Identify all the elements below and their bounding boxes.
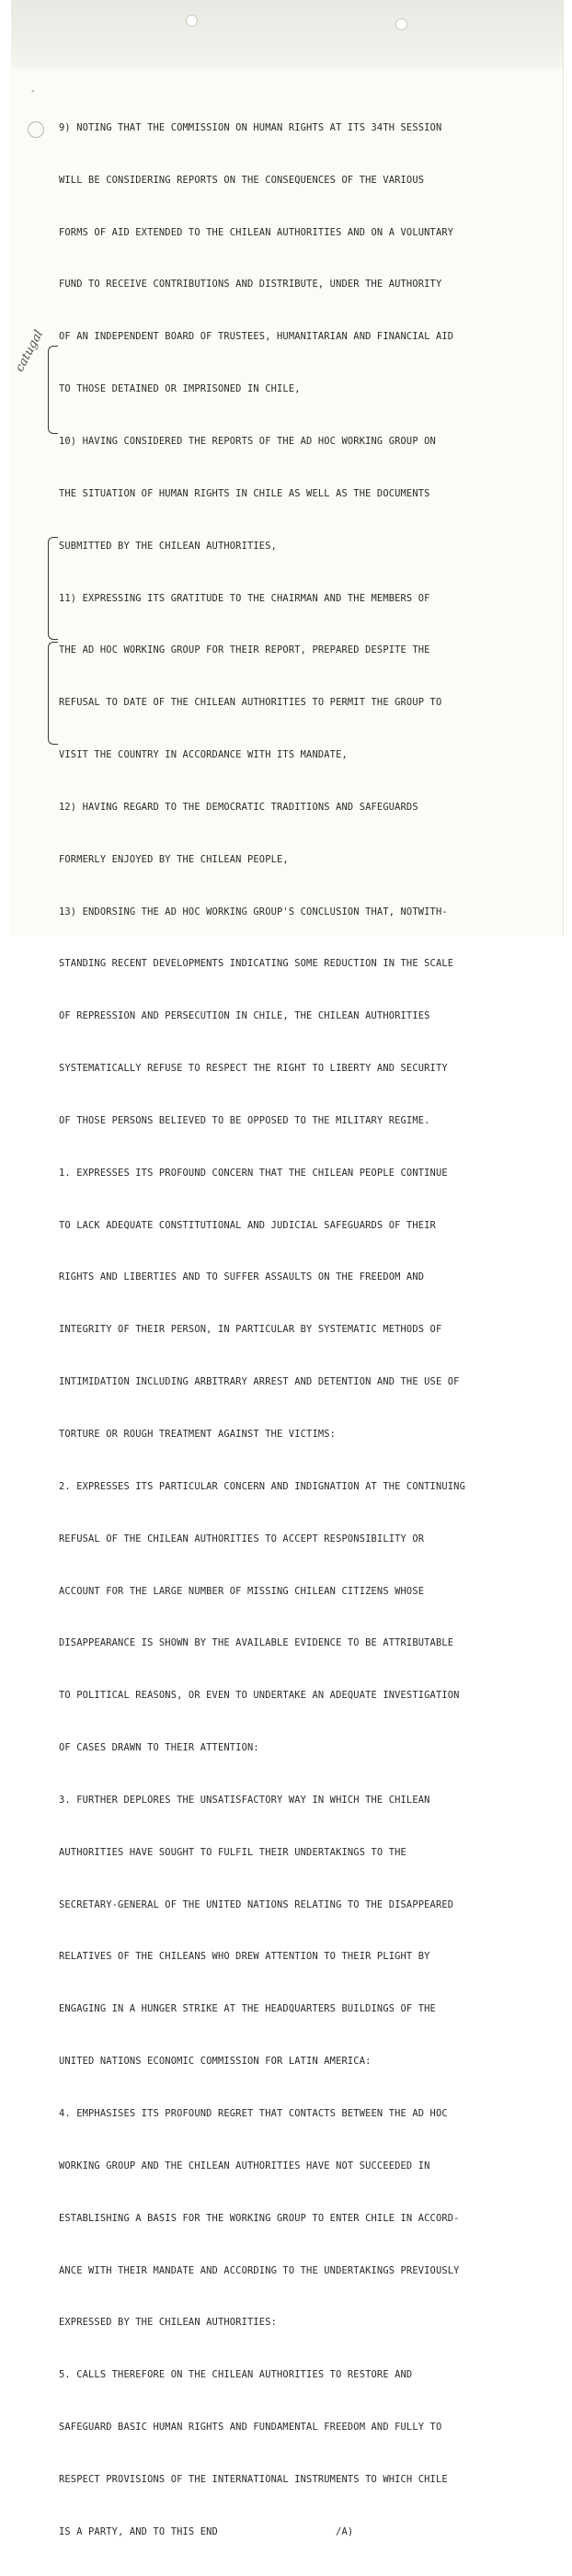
text-line: 9) NOTING THAT THE COMMISSION ON HUMAN RIGHTS AT ITS 34TH SESSION (59, 121, 442, 133)
text-line: SUBMITTED BY THE CHILEAN AUTHORITIES, (59, 540, 278, 552)
text-line: OF REPRESSION AND PERSECUTION IN CHILE, THE CHILEAN AUTHORITIES (59, 1010, 430, 1022)
text-line: VISIT THE COUNTRY IN ACCORDANCE WITH ITS MANDATE, (59, 749, 348, 761)
text-line: TO LACK ADEQUATE CONSTITUTIONAL AND JUDICIAL SAFEGUARDS OF THEIR (59, 1219, 436, 1231)
text-line: ANCE WITH THEIR MANDATE AND ACCORDING TO THE UNDERTAKINGS PREVIOUSLY (59, 2264, 460, 2276)
text-line: 4. EMPHASISES ITS PROFOUND REGRET THAT CONTACTS BETWEEN THE AD HOC (59, 2107, 448, 2119)
text-line: 5. CALLS THEREFORE ON THE CHILEAN AUTHORITIES TO RESTORE AND (59, 2369, 413, 2381)
text-line: TO THOSE DETAINED OR IMPRISONED IN CHILE, (59, 383, 301, 395)
text-line: SAFEGUARD BASIC HUMAN RIGHTS AND FUNDAMENTAL FREEDOM AND FULLY TO (59, 2422, 442, 2434)
text-line: THE AD HOC WORKING GROUP FOR THEIR REPORT, PREPARED DESPITE THE (59, 644, 430, 656)
text-line: RIGHTS AND LIBERTIES AND TO SUFFER ASSAULTS ON THE FREEDOM AND (59, 1271, 425, 1283)
text-line: INTIMIDATION INCLUDING ARBITRARY ARREST AND DETENTION AND THE USE OF (59, 1376, 460, 1388)
text-line: 2. EXPRESSES ITS PARTICULAR CONCERN AND INDIGNATION AT THE CONTINUING (59, 1480, 465, 1492)
text-line: RELATIVES OF THE CHILEANS WHO DREW ATTENTION TO THEIR PLIGHT BY (59, 1951, 430, 1963)
bracket-para-2 (48, 537, 58, 640)
text-line: ENGAGING IN A HUNGER STRIKE AT THE HEADQUARTERS BUILDINGS OF THE (59, 2003, 436, 2015)
text-line: REFUSAL OF THE CHILEAN AUTHORITIES TO ACCEPT RESPONSIBILITY OR (59, 1533, 425, 1544)
text-line: FORMERLY ENJOYED BY THE CHILEAN PEOPLE, (59, 853, 289, 865)
handwritten-margin-note: catugal (13, 327, 47, 375)
text-line: FUND TO RECEIVE CONTRIBUTIONS AND DISTRIBUTE, UNDER THE AUTHORITY (59, 279, 442, 291)
text-line: ACCOUNT FOR THE LARGE NUMBER OF MISSING CHILEAN CITIZENS WHOSE (59, 1585, 425, 1597)
text-line: RESPECT PROVISIONS OF THE INTERNATIONAL INSTRUMENTS TO WHICH CHILE (59, 2473, 448, 2485)
text-line: 1. EXPRESSES ITS PROFOUND CONCERN THAT THE CHILEAN PEOPLE CONTINUE (59, 1167, 448, 1179)
text-line: WILL BE CONSIDERING REPORTS ON THE CONSEQUENCES OF THE VARIOUS (59, 174, 425, 186)
text-line: TORTURE OR ROUGH TREATMENT AGAINST THE VICTIMS: (59, 1429, 337, 1440)
text-line: AUTHORITIES HAVE SOUGHT TO FULFIL THEIR UNDERTAKINGS TO THE (59, 1846, 406, 1858)
text-line: TO POLITICAL REASONS, OR EVEN TO UNDERTAKE AN ADEQUATE INVESTIGATION (59, 1690, 460, 1702)
text-line: UNITED NATIONS ECONOMIC COMMISSION FOR LATIN AMERICA: (59, 2056, 372, 2068)
bracket-para-13 (48, 346, 58, 434)
punch-hole (395, 18, 407, 30)
text-line: FORMS OF AID EXTENDED TO THE CHILEAN AUTHORITIES AND ON A VOLUNTARY (59, 226, 454, 238)
text-line: 3. FURTHER DEPLORES THE UNSATISFACTORY WAY IN WHICH THE CHILEAN (59, 1794, 430, 1806)
text-line: 12) HAVING REGARD TO THE DEMOCRATIC TRADITIONS AND SAFEGUARDS (59, 801, 418, 813)
text-line: SYSTEMATICALLY REFUSE TO RESPECT THE RIGHT TO LIBERTY AND SECURITY (59, 1063, 448, 1075)
scan-top-band (11, 0, 563, 69)
text-line: INTEGRITY OF THEIR PERSON, IN PARTICULAR BY SYSTEMATIC METHODS OF (59, 1324, 442, 1336)
text-line: OF AN INDEPENDENT BOARD OF TRUSTEES, HUMANITARIAN AND FINANCIAL AID (59, 331, 454, 343)
text-line: THE SITUATION OF HUMAN RIGHTS IN CHILE AS WELL AS THE DOCUMENTS (59, 487, 430, 499)
bracket-para-3 (48, 642, 58, 745)
document-text (59, 85, 563, 2576)
text-line: OF CASES DRAWN TO THEIR ATTENTION: (59, 1742, 259, 1754)
text-line: SECRETARY-GENERAL OF THE UNITED NATIONS RELATING TO THE DISAPPEARED (59, 1898, 454, 1910)
text-line: IS A PARTY, AND TO THIS END /A) (59, 2525, 354, 2537)
text-line: 11) EXPRESSING ITS GRATITUDE TO THE CHAIRMAN AND THE MEMBERS OF (59, 592, 430, 604)
margin-dash: - (31, 86, 35, 97)
text-line: OF THOSE PERSONS BELIEVED TO BE OPPOSED TO THE MILITARY REGIME. (59, 1114, 430, 1126)
text-line: STANDING RECENT DEVELOPMENTS INDICATING SOME REDUCTION IN THE SCALE (59, 958, 454, 970)
text-line: 10) HAVING CONSIDERED THE REPORTS OF THE AD HOC WORKING GROUP ON (59, 435, 436, 447)
text-line: REFUSAL TO DATE OF THE CHILEAN AUTHORITIES TO PERMIT THE GROUP TO (59, 697, 442, 709)
text-line: 13) ENDORSING THE AD HOC WORKING GROUP'S CONCLUSION THAT, NOTWITH- (59, 906, 448, 918)
document-page (11, 0, 564, 2537)
text-line: ESTABLISHING A BASIS FOR THE WORKING GROUP TO ENTER CHILE IN ACCORD- (59, 2212, 460, 2224)
text-line: DISAPPEARANCE IS SHOWN BY THE AVAILABLE EVIDENCE TO BE ATTRIBUTABLE (59, 1637, 454, 1649)
margin-hole-mark (28, 121, 44, 138)
punch-hole (186, 15, 198, 27)
text-line: WORKING GROUP AND THE CHILEAN AUTHORITIES HAVE NOT SUCCEEDED IN (59, 2160, 430, 2171)
text-line: EXPRESSED BY THE CHILEAN AUTHORITIES: (59, 2317, 278, 2329)
